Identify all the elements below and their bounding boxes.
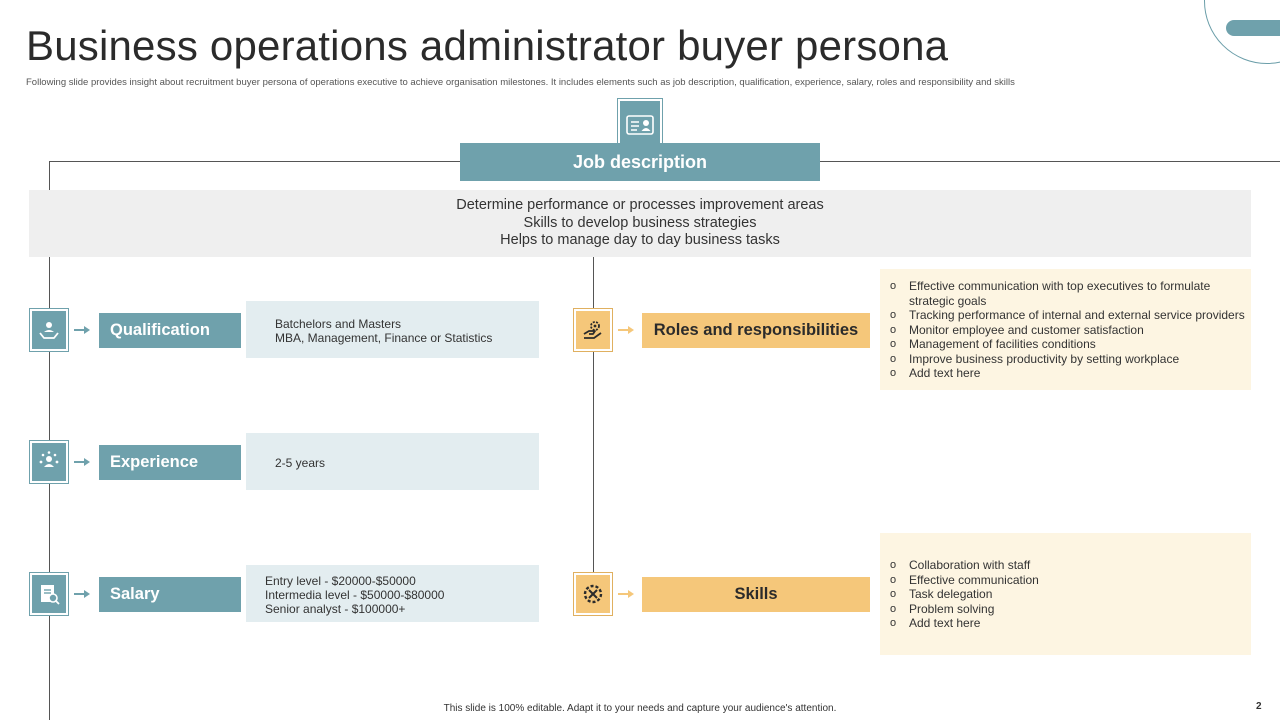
- roles-item: o Management of facilities conditions: [890, 337, 1251, 352]
- roles-arrow: [618, 329, 632, 331]
- job-description-header: Job description: [460, 143, 820, 181]
- roles-label: Roles and responsibilities: [642, 313, 870, 348]
- qualification-line: MBA, Management, Finance or Statistics: [275, 331, 493, 345]
- salary-details: [246, 565, 539, 622]
- page-number: 2: [1256, 701, 1262, 712]
- gear-tools-icon: [574, 573, 612, 615]
- skills-item: o Problem solving: [890, 602, 1251, 617]
- roles-item: o Add text here: [890, 366, 1251, 381]
- job-description-line: Helps to manage day to day business tasks: [500, 232, 780, 249]
- page-subtitle: Following slide provides insight about recruitment buyer persona of operations executive to achieve organisation milestones. It includes elements such as job description, qualification, experience, salary, roles and responsibility and skills: [26, 77, 1015, 88]
- roles-details: [880, 269, 1251, 390]
- qualification-line: Batchelors and Masters: [275, 317, 402, 331]
- job-description-box: [29, 190, 1251, 257]
- salary-label: Salary: [99, 577, 241, 612]
- salary-document-icon: [30, 573, 68, 615]
- experience-label: Experience: [99, 445, 241, 480]
- job-description-line: Skills to develop business strategies: [523, 214, 757, 231]
- experience-details: [246, 433, 539, 490]
- people-network-icon: [30, 441, 68, 483]
- salary-line: Entry level - $20000-$50000: [265, 574, 416, 588]
- salary-line: Senior analyst - $100000+: [265, 602, 406, 616]
- qualification-arrow: [74, 329, 88, 331]
- experience-arrow: [74, 461, 88, 463]
- qualification-details: [246, 301, 539, 358]
- center-vertical-line: [593, 257, 594, 597]
- skills-item: o Effective communication: [890, 573, 1251, 588]
- page-title: Business operations administrator buyer persona: [26, 22, 949, 69]
- roles-item: o Effective communication with top executives to formulate strategic goals: [890, 279, 1251, 308]
- skills-item: o Collaboration with staff: [890, 558, 1251, 573]
- hand-gear-icon: [574, 309, 612, 351]
- salary-line: Intermedia level - $50000-$80000: [265, 588, 445, 602]
- salary-arrow: [74, 593, 88, 595]
- skills-details: [880, 533, 1251, 655]
- skills-label: Skills: [642, 577, 870, 612]
- qualification-label: Qualification: [99, 313, 241, 348]
- skills-item: o Add text here: [890, 616, 1251, 631]
- roles-item: o Monitor employee and customer satisfaction: [890, 323, 1251, 338]
- skills-item: o Task delegation: [890, 587, 1251, 602]
- job-description-line: Determine performance or processes improvement areas: [456, 197, 824, 214]
- decorative-pill: [1226, 20, 1280, 36]
- skills-arrow: [618, 593, 632, 595]
- roles-item: o Improve business productivity by setting workplace: [890, 352, 1251, 367]
- roles-item: o Tracking performance of internal and external service providers: [890, 308, 1251, 323]
- experience-line: 2-5 years: [275, 456, 326, 470]
- hand-person-icon: [30, 309, 68, 351]
- footer-note: This slide is 100% editable. Adapt it to your needs and capture your audience's attention.: [443, 703, 837, 714]
